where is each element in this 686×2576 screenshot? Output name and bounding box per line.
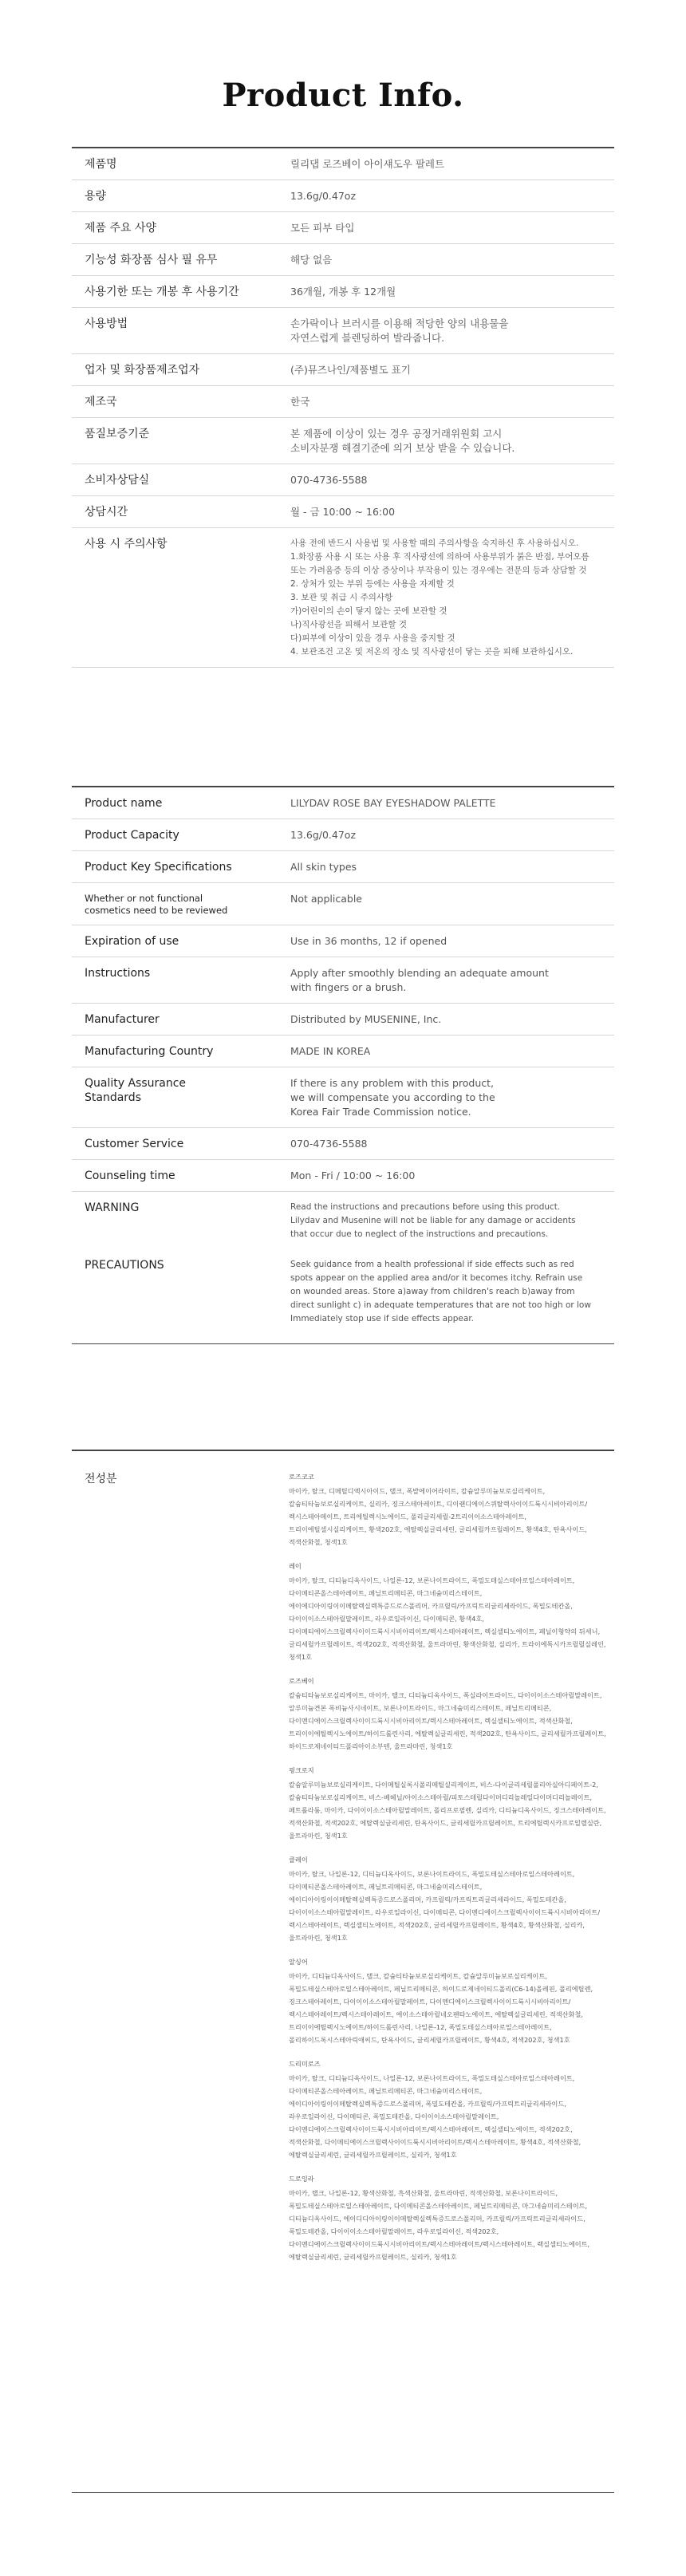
spec-key: 제조국: [72, 386, 278, 418]
page-title: Product Info.: [222, 77, 464, 114]
table-row: [72, 180, 614, 212]
spec-key: 상담시간: [72, 496, 278, 528]
spec-key: 사용기한 또는 개봉 후 사용기간: [72, 276, 278, 308]
table-row: [72, 819, 614, 851]
table-row: [72, 1067, 614, 1128]
spec-key: Customer Service: [72, 1128, 278, 1160]
table-row: [72, 496, 614, 528]
list-item: [289, 1470, 606, 1548]
table-row: [72, 308, 614, 354]
list-item: [289, 1675, 606, 1753]
ingredient-group-text: 칼슘알루미늄보로실리케이트, 다이메틸실록시폴리메틸실리케이트, 비스-다이글리세릴폴리아실아디페이트-2, 칼슘티타늄보로실리케이트, 비스-베헤닐/아이소스테아릴/피토스테릴다이머디리놀레일다이머디리놀레이트, 페트롤라툼, 마이카, 다이이이소스테아릴말레이트, 폴리프로필렌, 실리카, 디티늄디옥사이드, 징크스테아레이트, 적색산화철, 적색202호, 에탈렉실글리세린, 탄욕사이드, 글리세릴카프릴레이트, 트리에틸렉시카프로일렐실란, 울트라마린, 청색1호: [289, 1781, 606, 1840]
ingredient-group-text: 마이카, 탤크, 나일론-12, 황색산화철, 흑색산화철, 울트라마린, 적색산화철, 보론나이트라이드, 폭밀도테실스테아로일스테아레이트, 다이메티콘올스테아레이트, 페닐트리메티콘, 마그네슘미리스테이트, 디티늄디옥사이드, 에이디디아이링이이메탈렉실렉특증드로스폴리머, 카프릴릭/카프릭트리글리세라이드, 폭밀도테칸올, 다이이이소스테아릴말레이트, 라우로일라이신, 적색202호, 다이멘디에이스크릴렉사이이드륙시시비아리이트/렉시스테아레이트/렉시스테아레이트, 렉실셀티노에이트, 에탈렉실글리세린, 글리세릴카프릴레이트, 실리카, 청색1호: [289, 2189, 590, 2261]
spec-value: LILYDAV ROSE BAY EYESHADOW PALETTE: [278, 787, 614, 819]
list-item: [289, 1853, 606, 1944]
ingredient-group-name: 레이: [289, 1562, 302, 1570]
spec-value: Apply after smoothly blending an adequate amount with fingers or a brush.: [278, 957, 614, 1004]
spec-key: Product Key Specifications: [72, 851, 278, 883]
spec-key: 사용 시 주의사항: [72, 528, 278, 668]
english-spec-table: [72, 786, 614, 1344]
spec-key: PRECAUTIONS: [72, 1249, 278, 1344]
spec-value: 월 - 금 10:00 ~ 16:00: [278, 496, 614, 528]
spec-value: All skin types: [278, 851, 614, 883]
ingredient-group-name: 로즈코코: [289, 1473, 314, 1481]
ingredient-group-name: 클레이: [289, 1856, 308, 1864]
spec-value: 13.6g/0.47oz: [278, 819, 614, 851]
spec-key: Manufacturer: [72, 1004, 278, 1036]
ingredient-group-text: 마이카, 디티늄디옥사이드, 탤크, 칼슘티타늄보로실리케이트, 칼슘알루미늄보로실리케이트, 폭밀도테실스테아로일스테아레이트, 페닐트리메티콘, 하이드로제네이티드폴리(C6-14)올레핀, 폴리에틸렌, 징크스테아레이트, 다이이이소스테아릴말레이트, 다이멘디에이스크릴렉사이이드륙시시비아리이트/렉시스테아레이트/렉시스테아레이트, 에이소스테아릴네오펜타노에이트, 에탈렉실글리세린, 적색산화철, 트리이이에틸렉시노에이트/하이드롤린사리, 나일론-12, 폭밀도테실스테아로일스테아레이트, 폴리하이드록시스테아릭애씨드, 탄욕사이드, 글리세릴카프릴레이트, 황색4호, 적색202호, 청색1호: [289, 1972, 593, 2044]
table-row: [72, 1036, 614, 1067]
table-row: [72, 957, 614, 1004]
ingredient-group-text: 마이카, 탈크, 나일론-12, 디티늄디옥사이드, 보론나이트라이드, 폭밀도테실스테아로일스테아레이트, 다이메티콘올스테아레이트, 페닐트리메티콘, 마그네슘미리스테이트, 에이디아이링이이메탈렉실렉특증드로스폴리머, 카프릴릭/카프릭트리글리세라이드, 폭밀도테칸올, 다이이이소스테아릴말레이트, 라우로일라이신, 다이메티콘, 다이멘디에이스크릴렉사이이드륙시시비아리이트/렉시스테아레이트, 렉실셀티노에이트, 적색202호, 글리세릴카프릴레이트, 황색4호, 황색산화철, 실리카, 울트라마린, 청색1호: [289, 1870, 601, 1942]
list-item: [289, 1560, 606, 1663]
table-row: [72, 1192, 614, 1250]
spec-value: Distributed by MUSENINE, Inc.: [278, 1004, 614, 1036]
spec-value: 36개월, 개봉 후 12개월: [278, 276, 614, 308]
spec-key: 업자 및 화장품제조업자: [72, 354, 278, 386]
table-row: [72, 883, 614, 925]
ingredient-group-text: 마이카, 탈크, 디티늄디옥사이드, 나일론-12, 보론나이트라이드, 폭밀도테실스테아로일스테아레이트, 다이메티콘올스테아레이트, 페닐트리메티콘, 마그네슘미리스테이트, 에이디아이링이이메탈렉실렉특증드로스폴리머, 폭밀도테칸올, 카프릴릭/카프릭트리글리세라이드, 라우로일라이신, 다이메티콘, 폭밀도테칸올, 다이이이소스테아릴말레이트, 다이멘디에이스크릴렉사이이드륙시시비아리이트/렉시스테아레이트, 렉실셀티노에이트, 적색202호, 적색산화철, 다이메티에이스크릴렉사이이드륙시시비아리이트/렉시스테아레이트, 황색4호, 적색산화철, 에탈렉실글리세린, 글리세릴카프릴레이트, 실리카, 청색1호: [289, 2074, 582, 2159]
table-row: [72, 1160, 614, 1192]
table-row: [72, 354, 614, 386]
list-item: [289, 2172, 606, 2263]
ingredient-group-name: 로즈베이: [289, 1677, 314, 1685]
spec-value: 070-4736-5588: [278, 464, 614, 496]
spec-value: 손가락이나 브러시를 이용해 적당한 양의 내용물을 자연스럽게 블렌딩하여 발라줍니다.: [278, 308, 614, 354]
spec-key: 기능성 화장품 심사 필 유무: [72, 244, 278, 276]
spec-value: 한국: [278, 386, 614, 418]
spec-value: 모든 피부 타입: [278, 212, 614, 244]
ingredients-section: [72, 1450, 614, 2493]
spec-value: Read the instructions and precautions before using this product. Lilydav and Musenine will not be liable for any damage or accidents that occur due to neglect of the instructions and precautions.: [290, 1202, 576, 1239]
list-item: [289, 1764, 606, 1842]
spec-key: 소비자상담실: [72, 464, 278, 496]
table-row: [72, 464, 614, 496]
ingredient-group-text: 마이카, 탈크, 디티늄디옥사이드, 나일론-12, 보론나이트라이드, 폭밀도테실스테아로일스테아레이트, 다이메티콘올스테아레이트, 페닐트리메티콘, 마그네슘미리스테이트, 에이에디아이링이이메탈렉실렉특증드로스폴리머, 카프릴릭/카프릭트리글리세라이드, 폭밀도테칸올, 다이이이소스테아릴말레이트, 라우로일라이신, 다이메티콘, 황색4호, 다이메티에이스크릴렉사이이드륙시시비아리이트/렉시스테아레이트, 렉실셀티노에이트, 페닐이형약의 뒤세니, 글리세릴카프릴레이트, 적색202호, 적색산화철, 울트라마린, 황색산화철, 실리카, 트라이에톡시카프릴릴실레인, 청색1호: [289, 1576, 606, 1661]
list-item: [289, 2057, 606, 2161]
table-row: [72, 787, 614, 819]
spec-value: 070-4736-5588: [278, 1128, 614, 1160]
table-row: [72, 386, 614, 418]
spec-key: WARNING: [85, 1201, 140, 1214]
table-row: [72, 418, 614, 464]
table-row: [72, 212, 614, 244]
spec-key: 용량: [72, 180, 278, 212]
table-row: [72, 1004, 614, 1036]
ingredients-list: [289, 1470, 606, 2274]
table-row: [72, 925, 614, 957]
table-row: [72, 244, 614, 276]
ingredient-group-name: 드리미로즈: [289, 2060, 321, 2068]
spec-key: 제품 주요 사양: [72, 212, 278, 244]
korean-spec-table: [72, 147, 614, 668]
spec-key: Expiration of use: [72, 925, 278, 957]
spec-key: Quality Assurance Standards: [72, 1067, 278, 1128]
spec-value: 사용 전에 반드시 사용법 및 사용할 때의 주의사항을 숙지하신 후 사용하십시오. 1.화장품 사용 시 또는 사용 후 직사광선에 의하여 사용부위가 붉은 반점, 부어오름 또는 가려움증 등의 이상 증상이나 부작용이 있는 경우에는 전문의 등과 상담할 것 2. 상처가 있는 부위 등에는 사용을 자제할 것 3. 보관 및 취급 시 주의사항 가)어린이의 손이 닿지 않는 곳에 보관할 것 나)직사광선을 피해서 보관할 것 다)피부에 이상이 있을 경우 사용을 중지할 것 4. 보관조건 고온 및 저온의 장소 및 직사광선이 닿는 곳을 피해 보관하십시오.: [278, 528, 614, 668]
spec-value: 본 제품에 이상이 있는 경우 공정거래위원회 고시 소비자분쟁 해결기준에 의거 보상 받을 수 있습니다.: [278, 418, 614, 464]
spec-value: 릴리댑 로즈베이 아이섀도우 팔레트: [278, 148, 614, 180]
table-row: [72, 1249, 614, 1344]
spec-key: Product Capacity: [72, 819, 278, 851]
spec-value: 13.6g/0.47oz: [278, 180, 614, 212]
table-row: [72, 528, 614, 668]
spec-value: 해당 없음: [278, 244, 614, 276]
spec-value: Seek guidance from a health professional if side effects such as red spots appear on the applied area and/or it becomes itchy. Refrain use on wounded areas. Store a)away from children's reach b)away from direct sunlight c) in adequate temperatures that are not too high or low Immediately stop use if side effects appear.: [278, 1249, 614, 1344]
spec-value: Not applicable: [278, 883, 614, 925]
ingredient-group-name: 드로잉라: [289, 2175, 314, 2183]
ingredient-group-name: 알싱어: [289, 1958, 308, 1966]
table-row: [72, 851, 614, 883]
table-row: [72, 148, 614, 180]
spec-value: Use in 36 months, 12 if opened: [278, 925, 614, 957]
spec-key: Manufacturing Country: [72, 1036, 278, 1067]
spec-key: 사용방법: [72, 308, 278, 354]
spec-key: Whether or not functional cosmetics need to be reviewed: [72, 883, 278, 925]
spec-key: Counseling time: [72, 1160, 278, 1192]
table-row: [72, 1128, 614, 1160]
spec-value: (주)뮤즈나인/제품별도 표기: [278, 354, 614, 386]
spec-key: Instructions: [72, 957, 278, 1004]
spec-value: Mon - Fri / 10:00 ~ 16:00: [278, 1160, 614, 1192]
ingredient-group-text: 마이카, 탈크, 디메틸디엑시아이드, 탤크, 폭발에이어라이트, 칼슘알루미늄보로실리케이트, 칼슘티타늄보로실리케이트, 실리카, 징크스테아레이트, 디이랜디에이스퀴탈렉사이이드륙시시비아리이트/렉시스테아메이트, 트리에틸렉시노에이드, 폴리글리세릴-2트리이이소스테아레이트, 트리이에틸셀시실리케이트, 황색202호, 에탈렉실글리세린, 글리세릴카프릴레이트, 황색4호, 탄욕사이드, 적색산화철, 청색1호: [289, 1487, 588, 1546]
ingredients-label: 전성분: [85, 1473, 117, 1485]
ingredient-group-name: 핑크로지: [289, 1766, 314, 1774]
list-item: [289, 1955, 606, 2046]
ingredient-group-text: 칼슘티타늄보로실리케이트, 마이카, 탤크, 디티늄디옥사이드, 폭실라이트라이드, 다이이이소스테아릴말레이트, 알루미늄견본 폭비늄사시네이트, 보론나이트라이드, 마그네슘미리스테이트, 페닐트리메티콘, 다이멘디에이스크릴렉사이이드륙시시비아리이트/렉시스테아레이트, 렉실셀티노에이트, 적색산화철, 트리이이에틸렉시노에이트/하이드롤린사리, 에탈렉실글리세린, 적색202호, 탄욕사이드, 글리세릴카프릴레이트, 하이드로제네이티드폴리아이소부텐, 울트라마린, 청색1호: [289, 1691, 606, 1750]
table-row: [72, 276, 614, 308]
spec-value: If there is any problem with this product, we will compensate you according to the Korea Fair Trade Commission notice.: [278, 1067, 614, 1128]
spec-key: 제품명: [72, 148, 278, 180]
spec-key: 품질보증기준: [72, 418, 278, 464]
spec-key: Product name: [72, 787, 278, 819]
spec-value: MADE IN KOREA: [278, 1036, 614, 1067]
